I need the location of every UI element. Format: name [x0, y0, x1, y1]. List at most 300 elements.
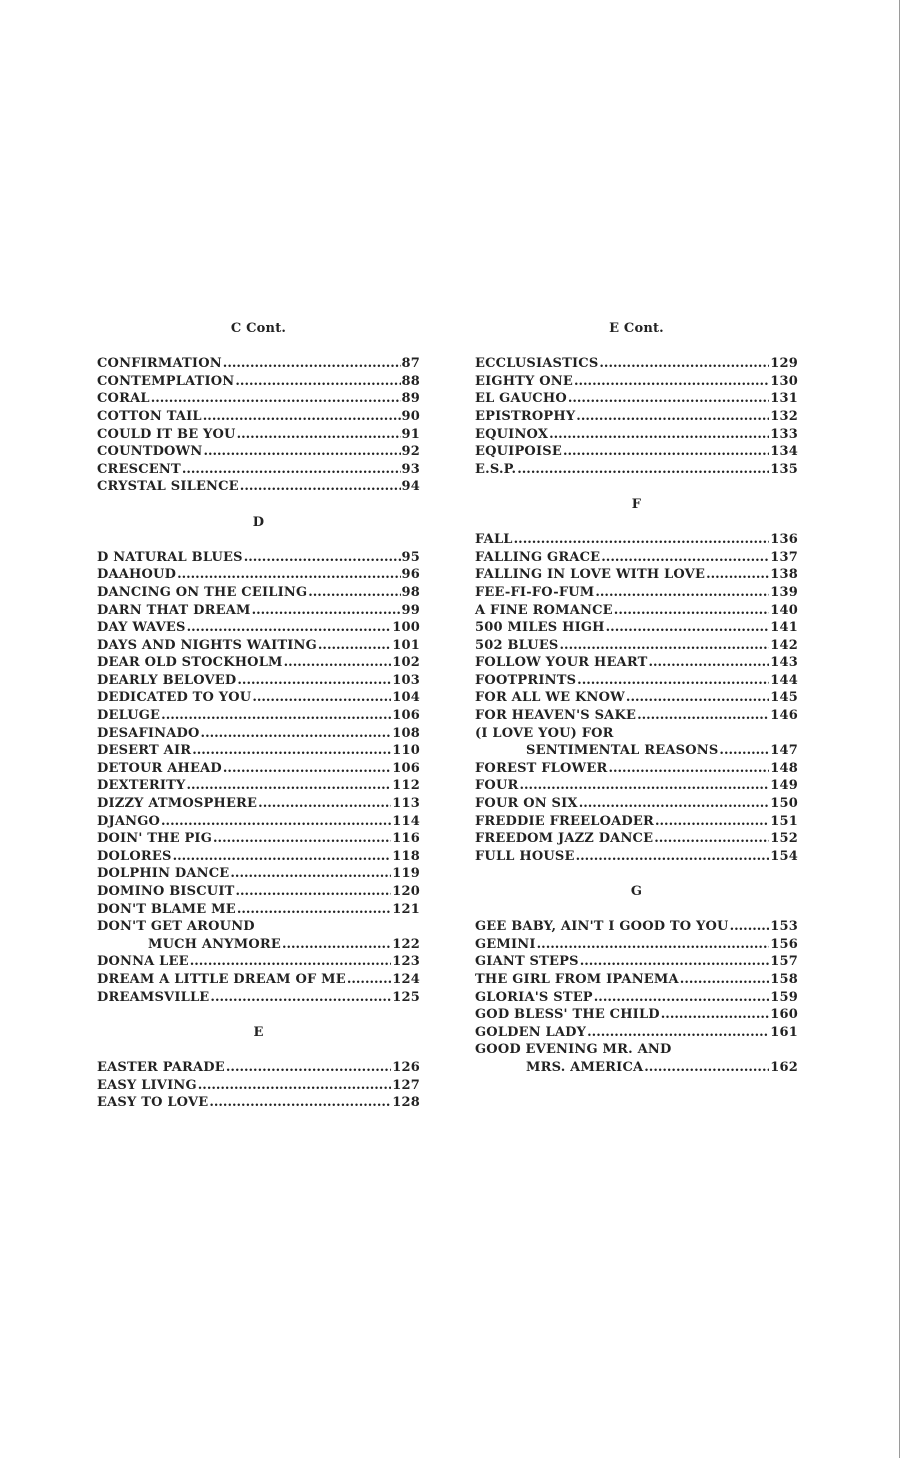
dot-leader — [187, 777, 392, 795]
entry-page-number: 91 — [401, 426, 420, 442]
entry-page-number: 141 — [770, 620, 798, 636]
entry-title: (I LOVE YOU) FOR — [475, 725, 614, 741]
toc-entry — [475, 584, 798, 602]
entry-title: GIANT STEPS — [475, 954, 579, 970]
entry-page-number: 142 — [770, 637, 798, 653]
toc-entry — [97, 848, 420, 866]
entry-page-number: 130 — [770, 373, 798, 389]
dot-leader — [282, 936, 391, 954]
entry-page-number: 99 — [401, 602, 420, 618]
dot-leader — [719, 742, 769, 760]
dot-leader — [236, 883, 392, 901]
toc-entry — [97, 390, 420, 408]
dot-leader — [198, 1077, 391, 1095]
toc-entry — [97, 1077, 420, 1095]
entry-title: FALLING IN LOVE WITH LOVE — [475, 567, 706, 583]
dot-leader — [347, 971, 391, 989]
toc-entry — [97, 936, 420, 954]
toc-entry — [475, 795, 798, 813]
entry-title: FREEDOM JAZZ DANCE — [475, 831, 654, 847]
toc-entry — [475, 531, 798, 549]
entry-page-number: 104 — [392, 690, 420, 706]
entry-title: FREDDIE FREELOADER — [475, 813, 654, 829]
entry-page-number: 96 — [401, 567, 420, 583]
toc-entry — [97, 953, 420, 971]
dot-leader — [258, 795, 391, 813]
dot-leader — [594, 989, 769, 1007]
toc-entry — [97, 865, 420, 883]
dot-leader — [606, 619, 770, 637]
toc-entry — [97, 461, 420, 479]
toc-entry — [475, 566, 798, 584]
entry-page-number: 136 — [770, 532, 798, 548]
toc-entry — [475, 549, 798, 567]
dot-leader — [252, 689, 391, 707]
dot-leader — [237, 426, 401, 444]
entry-page-number: 94 — [401, 479, 420, 495]
entry-page-number: 150 — [770, 796, 798, 812]
toc-entry — [475, 918, 798, 936]
dot-leader — [706, 566, 769, 584]
toc-entry — [97, 883, 420, 901]
dot-leader — [177, 566, 400, 584]
entry-page-number: 106 — [392, 760, 420, 776]
toc-entry — [97, 742, 420, 760]
entry-page-number: 127 — [392, 1077, 420, 1093]
toc-entry — [475, 390, 798, 408]
dot-leader — [161, 813, 391, 831]
dot-leader — [187, 619, 392, 637]
toc-entry — [97, 707, 420, 725]
entry-title: MRS. AMERICA — [526, 1059, 644, 1075]
entry-page-number: 162 — [770, 1059, 798, 1075]
dot-leader — [190, 953, 392, 971]
entry-page-number: 102 — [392, 655, 420, 671]
entry-page-number: 100 — [392, 620, 420, 636]
entry-page-number: 106 — [392, 708, 420, 724]
entry-title: CONTEMPLATION — [97, 373, 235, 389]
entry-title: GOLDEN LADY — [475, 1024, 587, 1040]
entry-title: DANCING ON THE CEILING — [97, 584, 308, 600]
dot-leader — [574, 373, 769, 391]
dot-leader — [661, 1006, 769, 1024]
toc-entry — [475, 355, 798, 373]
dot-leader — [568, 390, 769, 408]
entry-page-number: 137 — [770, 549, 798, 565]
toc-entry — [97, 813, 420, 831]
toc-entry — [97, 830, 420, 848]
entry-page-number: 151 — [770, 813, 798, 829]
toc-entry — [97, 795, 420, 813]
entry-title: DAY WAVES — [97, 620, 186, 636]
entry-title: GLORIA'S STEP — [475, 989, 593, 1005]
toc-entry — [97, 549, 420, 567]
dot-leader — [549, 426, 769, 444]
dot-leader — [173, 848, 392, 866]
entry-title: DELUGE — [97, 708, 161, 724]
dot-leader — [560, 637, 770, 655]
toc-entry — [475, 1041, 798, 1059]
entry-page-number: 116 — [392, 831, 420, 847]
dot-leader — [252, 602, 401, 620]
entry-page-number: 103 — [392, 672, 420, 688]
dot-leader — [680, 971, 769, 989]
entry-title: DIZZY ATMOSPHERE — [97, 796, 258, 812]
dot-leader — [576, 408, 769, 426]
dot-leader — [223, 355, 401, 373]
dot-leader — [580, 953, 770, 971]
toc-entry — [97, 918, 420, 936]
entry-page-number: 158 — [770, 971, 798, 987]
entry-title: DOMINO BISCUIT — [97, 884, 235, 899]
dot-leader — [244, 549, 401, 567]
dot-leader — [235, 373, 400, 391]
dot-leader — [210, 989, 391, 1007]
toc-entry — [97, 443, 420, 461]
dot-leader — [226, 1059, 391, 1077]
entry-page-number: 154 — [770, 848, 798, 864]
toc-entry — [475, 619, 798, 637]
entry-page-number: 123 — [392, 954, 420, 970]
section-gap — [475, 865, 798, 883]
entry-page-number: 129 — [770, 356, 798, 372]
dot-leader — [654, 830, 769, 848]
entry-title: CONFIRMATION — [97, 356, 222, 372]
entry-title: CRESCENT — [97, 461, 181, 477]
entry-title: GOD BLESS' THE CHILD — [475, 1007, 660, 1023]
entry-page-number: 144 — [770, 672, 798, 688]
entry-page-number: 121 — [392, 901, 420, 917]
entry-title: FALL — [475, 532, 513, 548]
section-heading-f: F — [631, 496, 642, 512]
dot-leader — [576, 848, 770, 866]
toc-entry — [475, 1006, 798, 1024]
entry-title: EL GAUCHO — [475, 391, 567, 407]
entry-page-number: 139 — [770, 584, 798, 600]
entry-page-number: 156 — [770, 936, 798, 952]
entry-list-g — [475, 918, 798, 1076]
entry-list-e — [97, 1059, 420, 1112]
section-heading-c-cont: C Cont. — [230, 321, 287, 336]
dot-leader — [284, 654, 392, 672]
entry-page-number: 148 — [770, 760, 798, 776]
entry-title: FOLLOW YOUR HEART — [475, 655, 648, 671]
toc-entry — [475, 725, 798, 743]
toc-entry — [475, 443, 798, 461]
entry-title: EPISTROPHY — [475, 408, 576, 424]
dot-leader — [223, 760, 391, 778]
toc-entry — [475, 637, 798, 655]
entry-title: DJANGO — [97, 813, 161, 829]
entry-title: DEAR OLD STOCKHOLM — [97, 655, 283, 671]
dot-leader — [209, 1094, 391, 1112]
toc-entry — [97, 672, 420, 690]
entry-title: FULL HOUSE — [475, 848, 575, 864]
toc-entry — [97, 584, 420, 602]
dot-leader — [563, 443, 769, 461]
entry-title: FALLING GRACE — [475, 549, 601, 565]
entry-page-number: 124 — [392, 971, 420, 987]
dot-leader — [637, 707, 769, 725]
dot-leader — [579, 795, 770, 813]
dot-leader — [203, 408, 401, 426]
dot-leader — [595, 584, 769, 602]
entry-title: DESAFINADO — [97, 725, 200, 741]
toc-entry — [475, 461, 798, 479]
dot-leader — [161, 707, 391, 725]
dot-leader — [601, 549, 769, 567]
dot-leader — [577, 672, 769, 690]
entry-page-number: 98 — [401, 584, 420, 600]
entry-title: CORAL — [97, 391, 150, 407]
entry-page-number: 87 — [401, 356, 420, 372]
entry-title: DEXTERITY — [97, 778, 186, 794]
entry-list-f — [475, 531, 798, 865]
entry-title: DREAM A LITTLE DREAM OF ME — [97, 971, 346, 987]
section-heading-e-cont: E Cont. — [609, 321, 664, 336]
dot-leader — [213, 830, 391, 848]
toc-entry — [97, 408, 420, 426]
dot-leader — [655, 813, 769, 831]
toc-entry — [97, 373, 420, 391]
entry-title: DEDICATED TO YOU — [97, 690, 252, 706]
toc-entry — [97, 901, 420, 919]
dot-leader — [308, 584, 400, 602]
toc-entry — [475, 1024, 798, 1042]
entry-title: COUNTDOWN — [97, 444, 203, 460]
dot-leader — [240, 478, 401, 496]
toc-entry — [475, 672, 798, 690]
toc-entry — [97, 637, 420, 655]
dot-leader — [182, 461, 401, 479]
dot-leader — [151, 390, 401, 408]
dot-leader — [599, 355, 769, 373]
entry-page-number: 101 — [392, 637, 420, 653]
section-gap — [97, 1006, 420, 1024]
entry-page-number: 90 — [401, 408, 420, 424]
toc-entry — [475, 813, 798, 831]
dot-leader — [644, 1059, 769, 1077]
toc-entry — [97, 619, 420, 637]
entry-page-number: 153 — [770, 919, 798, 935]
dot-leader — [626, 689, 769, 707]
entry-page-number: 133 — [770, 426, 798, 442]
entry-title: A FINE ROMANCE — [475, 602, 613, 618]
entry-title: MUCH ANYMORE — [148, 936, 281, 952]
entry-page-number: 120 — [392, 884, 420, 899]
toc-entry — [97, 725, 420, 743]
entry-page-number: 126 — [392, 1059, 420, 1075]
entry-title: EQUIPOISE — [475, 444, 562, 460]
entry-title: FOREST FLOWER — [475, 760, 608, 776]
entry-title: EQUINOX — [475, 426, 549, 442]
entry-title: EASY TO LOVE — [97, 1095, 209, 1111]
entry-page-number: 112 — [392, 778, 420, 794]
toc-entry — [97, 426, 420, 444]
entry-title: EASTER PARADE — [97, 1059, 225, 1075]
entry-page-number: 114 — [392, 813, 420, 829]
entry-page-number: 132 — [770, 408, 798, 424]
toc-entry — [475, 760, 798, 778]
toc-entry — [475, 989, 798, 1007]
entry-page-number: 108 — [392, 725, 420, 741]
dot-leader — [237, 901, 391, 919]
entry-title: DON'T GET AROUND — [97, 919, 255, 935]
toc-entry — [475, 1059, 798, 1077]
entry-title: E.S.P. — [475, 461, 517, 477]
right-column — [475, 320, 798, 1077]
entry-title: DOLORES — [97, 848, 172, 864]
section-heading-e: E — [253, 1024, 264, 1040]
entry-page-number: 122 — [392, 936, 420, 952]
entry-page-number: 161 — [770, 1024, 798, 1040]
dot-leader — [203, 443, 400, 461]
entry-title: GEE BABY, AIN'T I GOOD TO YOU — [475, 919, 729, 935]
toc-entry — [97, 971, 420, 989]
section-gap — [97, 496, 420, 514]
entry-page-number: 159 — [770, 989, 798, 1005]
entry-title: DARN THAT DREAM — [97, 602, 251, 618]
toc-entry — [97, 777, 420, 795]
toc-entry — [475, 848, 798, 866]
toc-entry — [97, 1059, 420, 1077]
entry-page-number: 149 — [770, 778, 798, 794]
entry-page-number: 125 — [392, 989, 420, 1005]
toc-entry — [97, 989, 420, 1007]
entry-page-number: 145 — [770, 690, 798, 706]
dot-leader — [237, 672, 391, 690]
entry-title: CRYSTAL SILENCE — [97, 479, 239, 495]
entry-title: FOUR — [475, 778, 519, 794]
dot-leader — [517, 461, 769, 479]
dot-leader — [587, 1024, 769, 1042]
toc-entry — [475, 707, 798, 725]
entry-title: DETOUR AHEAD — [97, 760, 222, 776]
toc-entry — [97, 478, 420, 496]
dot-leader — [648, 654, 769, 672]
entry-page-number: 152 — [770, 831, 798, 847]
entry-title: FOR HEAVEN'S SAKE — [475, 708, 637, 724]
dot-leader — [201, 725, 392, 743]
entry-title: DREAMSVILLE — [97, 989, 210, 1005]
entry-page-number: 95 — [401, 549, 420, 565]
entry-title: 502 BLUES — [475, 637, 559, 653]
toc-entry — [475, 602, 798, 620]
entry-title: DON'T BLAME ME — [97, 901, 236, 917]
entry-page-number: 140 — [770, 602, 798, 618]
dot-leader — [537, 936, 770, 954]
entry-page-number: 113 — [392, 796, 420, 812]
dot-leader — [318, 637, 391, 655]
entry-title: DOLPHIN DANCE — [97, 866, 230, 882]
section-heading-g: G — [630, 884, 643, 899]
toc-entry — [475, 971, 798, 989]
entry-title: EASY LIVING — [97, 1077, 197, 1093]
entry-title: DOIN' THE PIG — [97, 831, 213, 847]
entry-title: FOUR ON SIX — [475, 796, 578, 812]
dot-leader — [230, 865, 391, 883]
entry-title: FOR ALL WE KNOW — [475, 690, 625, 706]
entry-title: DEARLY BELOVED — [97, 672, 237, 688]
entry-title: 500 MILES HIGH — [475, 620, 605, 636]
entry-title: DAYS AND NIGHTS WAITING — [97, 637, 317, 653]
toc-entry — [97, 654, 420, 672]
dot-leader — [520, 777, 770, 795]
left-column — [97, 320, 420, 1112]
entry-page-number: 134 — [770, 444, 798, 460]
toc-entry — [475, 426, 798, 444]
entry-title: ECCLUSIASTICS — [475, 356, 599, 372]
entry-title: EIGHTY ONE — [475, 373, 573, 389]
entry-page-number: 119 — [392, 866, 420, 882]
entry-title: GOOD EVENING MR. AND — [475, 1042, 672, 1058]
entry-title: COULD IT BE YOU — [97, 426, 236, 442]
entry-title: DESERT AIR — [97, 743, 192, 759]
entry-page-number: 131 — [770, 391, 798, 407]
toc-entry — [475, 953, 798, 971]
section-heading-d: D — [252, 514, 265, 530]
dot-leader — [730, 918, 770, 936]
entry-title: GEMINI — [475, 936, 536, 952]
dot-leader — [614, 602, 769, 620]
dot-leader — [608, 760, 769, 778]
entry-title: THE GIRL FROM IPANEMA — [475, 971, 679, 987]
toc-entry — [475, 654, 798, 672]
entry-page-number: 93 — [401, 461, 420, 477]
entry-page-number: 138 — [770, 567, 798, 583]
toc-entry — [97, 602, 420, 620]
entry-title: DAAHOUD — [97, 567, 177, 583]
toc-entry — [475, 742, 798, 760]
toc-entry — [97, 689, 420, 707]
toc-entry — [475, 373, 798, 391]
entry-title: FOOTPRINTS — [475, 672, 577, 688]
entry-title: SENTIMENTAL REASONS — [526, 743, 719, 759]
toc-entry — [97, 566, 420, 584]
entry-title: DONNA LEE — [97, 954, 189, 970]
toc-entry — [475, 689, 798, 707]
toc-entry — [97, 355, 420, 373]
entry-page-number: 110 — [392, 743, 420, 759]
entry-list-c-cont — [97, 355, 420, 496]
entry-title: D NATURAL BLUES — [97, 549, 243, 565]
dot-leader — [192, 742, 391, 760]
dot-leader — [514, 531, 770, 549]
entry-page-number: 92 — [401, 444, 420, 460]
entry-list-d — [97, 549, 420, 1006]
entry-page-number: 157 — [770, 954, 798, 970]
toc-entry — [97, 1094, 420, 1112]
entry-page-number: 89 — [401, 391, 420, 407]
entry-list-e-cont — [475, 355, 798, 478]
toc-entry — [475, 830, 798, 848]
entry-title: FEE-FI-FO-FUM — [475, 584, 595, 600]
entry-page-number: 147 — [770, 743, 798, 759]
toc-entry — [475, 408, 798, 426]
entry-title: COTTON TAIL — [97, 408, 202, 424]
toc-entry — [97, 760, 420, 778]
section-gap — [475, 478, 798, 496]
entry-page-number: 135 — [770, 461, 798, 477]
entry-page-number: 146 — [770, 708, 798, 724]
toc-entry — [475, 936, 798, 954]
toc-entry — [475, 777, 798, 795]
entry-page-number: 88 — [401, 373, 420, 389]
entry-page-number: 160 — [770, 1007, 798, 1023]
entry-page-number: 128 — [392, 1095, 420, 1111]
entry-page-number: 118 — [392, 848, 420, 864]
entry-page-number: 143 — [770, 655, 798, 671]
